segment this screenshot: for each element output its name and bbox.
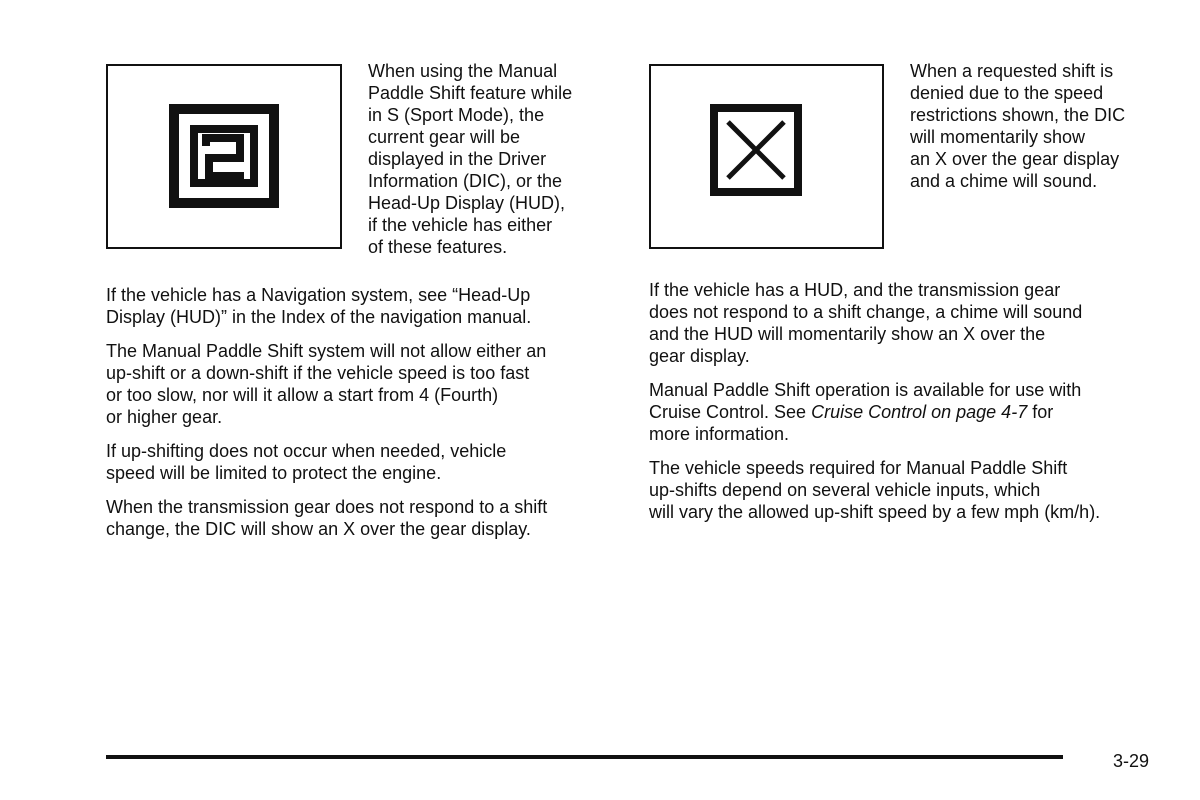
paragraph: If the vehicle has a Navigation system, see “Head-Up Display (HUD)” in the Index of the navigation manual. [106,285,532,327]
page-number: 3-29 [1113,751,1150,771]
paragraph-text: for more information. [649,402,1054,444]
paragraph: When the transmission gear does not respond to a shift change, the DIC will show an X over the gear display. [106,497,548,539]
gear-display-caption: When using the Manual Paddle Shift feature while in S (Sport Mode), the current gear will be displayed in the Driver Information (DIC), or the Head-Up Display (HUD), if the vehicle has either of these features. [368,61,573,257]
paragraph: If up-shifting does not occur when needed, vehicle speed will be limited to protect the engine. [106,441,507,483]
footer-rule [106,755,1063,759]
x-gear-display-icon [710,104,802,196]
cruise-control-reference-link[interactable]: Cruise Control on page 4-7 [811,402,1028,422]
paragraph: If the vehicle has a HUD, and the transmission gear does not respond to a shift change, a chime will sound and the HUD will momentarily show an X over the gear display. [649,280,1083,366]
shift-denied-caption: When a requested shift is denied due to the speed restrictions shown, the DIC will momentarily show an X over the gear display and a chime will sound. [910,61,1126,191]
gear-2-display-icon [169,104,279,208]
paragraph-text: Manual Paddle Shift operation is available for use with Cruise Control. See [649,380,1082,422]
left-body-column [106,284,626,552]
right-body-column [649,279,1179,535]
paragraph: The Manual Paddle Shift system will not allow either an up-shift or a down-shift if the vehicle speed is too fast or too slow, nor will it allow a start from 4 (Fourth) or higher gear. [106,341,547,427]
gear-display-figure [106,64,342,249]
shift-denied-figure [649,64,884,249]
paragraph: The vehicle speeds required for Manual Paddle Shift up-shifts depend on several vehicle inputs, which will vary the allowed up-shift speed by a few mph (km/h). [649,458,1101,522]
paragraph [649,379,1179,445]
